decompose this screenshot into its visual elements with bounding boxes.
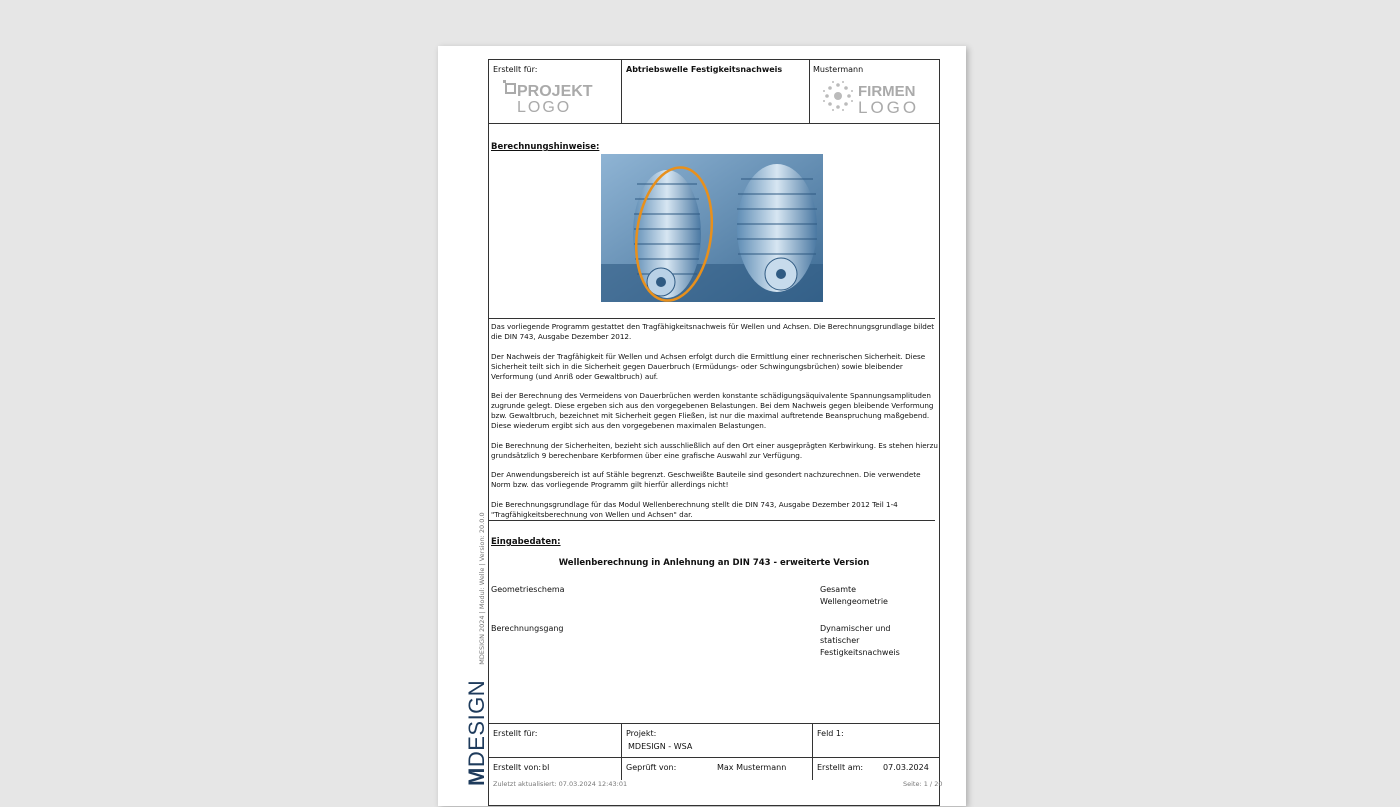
- notes-section-title: Berechnungshinweise:: [491, 142, 600, 152]
- svg-text:LOGO: LOGO: [517, 99, 572, 116]
- footer-cell-created-on: [813, 757, 939, 780]
- divider-top: [489, 318, 935, 319]
- notes-paragraph: Der Nachweis der Tragfähigkeit für Wellen und Achsen erfolgt durch die Ermittlung einer rechnerischen Sicherheit. Diese Sicherheit teilt sich in die Sicherheit gegen Dauerbruch (Ermüdungs- oder Schwingungsbrüchen) sowie bleibender Verformung (und Anriß oder Gewaltbruch) auf.: [491, 351, 926, 381]
- created-on-label: Erstellt am:: [817, 763, 864, 772]
- mdesign-logo: MDESIGN: [464, 679, 489, 786]
- header-cell-company: [810, 60, 939, 123]
- input-row-left: Berechnungsgang: [491, 624, 564, 633]
- footer-row-2: [489, 757, 939, 780]
- input-row-left: Geometrieschema: [491, 585, 565, 594]
- input-row-right: Dynamischer und statischer Festigkeitsnachweis: [820, 624, 900, 657]
- project-logo: [503, 80, 613, 120]
- version-info: MDESIGN 2024 | Modul: Welle | Version: 20.0.0: [478, 512, 486, 665]
- side-branding: [464, 512, 490, 786]
- footer-row-1: [489, 724, 939, 758]
- project-label: Projekt:: [626, 729, 657, 738]
- created-by-value: bl: [542, 763, 550, 772]
- company-name: Mustermann: [813, 65, 864, 74]
- created-on-value: 07.03.2024: [883, 763, 929, 772]
- svg-text:PROJEKT: PROJEKT: [517, 83, 593, 100]
- svg-text:FIRMEN: FIRMEN: [858, 83, 916, 100]
- notes-paragraph: Das vorliegende Programm gestattet den Tragfähigkeitsnachweis für Wellen und Achsen. Die Berechnungsgrundlage bildet die DIN 743, Ausgabe Dezember 2012.: [491, 322, 935, 341]
- input-section-title: Eingabedaten:: [491, 537, 561, 547]
- notes-paragraph: Der Anwendungsbereich ist auf Stähle begrenzt. Geschweißte Bauteile sind gesondert nachzurechnen. Die verwendete Norm bzw. das vorliegende Programm gilt hierfür allerdings nicht!: [491, 470, 921, 489]
- checked-by-label: Geprüft von:: [626, 763, 677, 772]
- footer-cell-field1: [813, 724, 939, 757]
- footer-table: [489, 723, 939, 807]
- created-by-label: Erstellt von:: [493, 763, 542, 772]
- notes-paragraph: Die Berechnung der Sicherheiten, bezieht sich ausschließlich auf den Ort einer ausgeprägten Kerbwirkung. Es stehen hierzu grundsätzlich 9 berechenbare Kerbformen über eine grafische Auswahl zur Verfügung.: [491, 440, 938, 460]
- document-frame: [488, 59, 943, 806]
- header-cell-created-for: [489, 60, 622, 123]
- footer-cell-project: [622, 724, 813, 757]
- footer-cell-created-by: [489, 757, 622, 780]
- gear-shaft-photo: [601, 154, 823, 302]
- created-for-label: Erstellt für:: [493, 65, 538, 74]
- company-logo: [822, 80, 932, 120]
- notes-paragraph: Die Berechnungsgrundlage für das Modul Wellenberechnung stellt die DIN 743, Ausgabe Dezember 2012 Teil 1-4 "Tragfähigkeitsberechnung von Wellen und Achsen" dar.: [491, 499, 898, 519]
- divider-bottom: [489, 520, 935, 521]
- checked-by-value: Max Mustermann: [717, 763, 787, 772]
- footer-cell-created-for: [489, 724, 622, 757]
- field1-label: Feld 1:: [817, 729, 844, 738]
- document-title: Abtriebswelle Festigkeitsnachweis: [626, 65, 783, 74]
- last-updated: Zuletzt aktualisiert: 07.03.2024 12:43:01: [493, 780, 628, 788]
- notes-paragraph: Bei der Berechnung des Vermeidens von Dauerbrüchen werden konstante schädigungsäquivalente Spannungsamplituden zugrunde gelegt. Diese ergeben sich aus den vorgegebenen Belastungen. Bei dem Nachweis gegen bleibende Verformung bzw. Gewaltbruch, bezeichnet mit Sicherheit gegen Fließen, ist nur die maximal auftretende Beanspruchung maßgebend. Diese wiederum ergibt sich aus den vorgegebenen maximalen Belastungen.: [491, 391, 934, 430]
- header-table: [489, 60, 939, 124]
- footer-created-for-label: Erstellt für:: [493, 729, 538, 738]
- notes-body: [491, 322, 941, 529]
- header-cell-title: [622, 60, 810, 123]
- project-value: MDESIGN - WSA: [628, 742, 693, 751]
- input-row-right: Gesamte Wellengeometrie: [820, 585, 888, 606]
- footer-cell-checked-by: [622, 757, 813, 780]
- page-number: Seite: 1 / 20: [903, 780, 943, 788]
- document-page: [438, 46, 966, 806]
- input-subtitle: Wellenberechnung in Anlehnung an DIN 743 - erweiterte Version: [558, 558, 870, 568]
- svg-text:LOGO: LOGO: [858, 98, 920, 117]
